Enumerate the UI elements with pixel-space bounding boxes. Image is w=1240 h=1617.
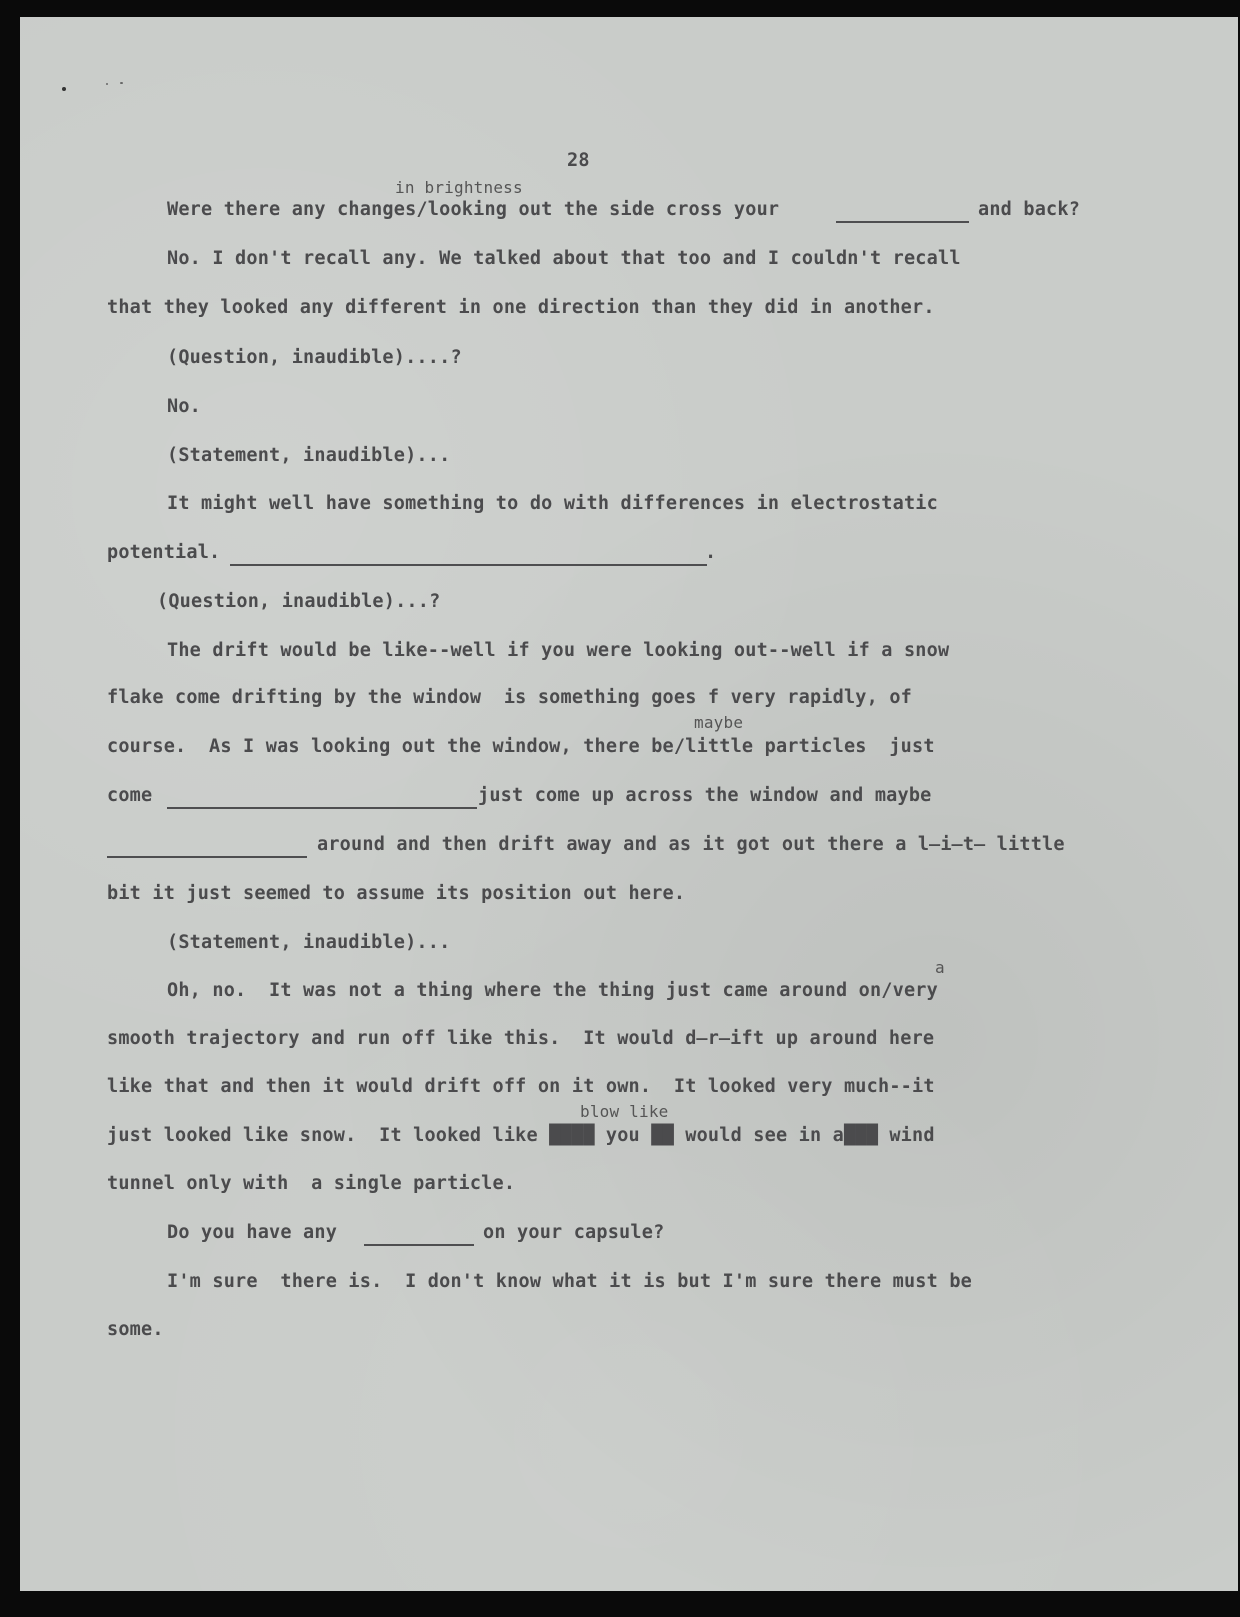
blank-underline — [167, 807, 477, 809]
text-line: course. As I was looking out the window, there be/little particles just — [107, 736, 935, 757]
text-line: Do you have any — [167, 1222, 338, 1243]
blank-underline — [836, 221, 969, 223]
text-line: (Statement, inaudible)... — [167, 445, 451, 466]
scan-speck — [62, 87, 66, 91]
text-line: (Question, inaudible)...? — [157, 591, 441, 612]
text-line: The drift would be like--well if you were looking out--well if a snow — [167, 640, 950, 661]
text-line: I'm sure there is. I don't know what it is but I'm sure there must be — [167, 1271, 972, 1292]
blank-underline — [230, 564, 707, 566]
text-line: on your capsule? — [483, 1222, 665, 1243]
text-line: It might well have something to do with differences in electrostatic — [167, 493, 938, 514]
scan-speck — [120, 82, 123, 84]
text-line: just come up across the window and maybe — [478, 785, 932, 806]
text-line: smooth trajectory and run off like this. It would d̶r̶ift up around here — [107, 1028, 935, 1049]
text-line: that they looked any different in one direction than they did in another. — [107, 297, 935, 318]
text-line: flake come drifting by the window is something goes f very rapidly, of — [107, 687, 912, 708]
scan-speck — [106, 83, 108, 85]
text-line: come — [107, 785, 153, 806]
text-line: some. — [107, 1319, 164, 1340]
text-line: bit it just seemed to assume its position out here. — [107, 883, 686, 904]
insert-a: a — [935, 958, 945, 977]
text-line: No. — [167, 396, 202, 417]
text-line: like that and then it would drift off on it own. It looked very much--it — [107, 1076, 935, 1097]
page-number: 28 — [567, 150, 590, 171]
text-line: Oh, no. It was not a thing where the thing just came around on/very — [167, 980, 938, 1001]
text-line: (Statement, inaudible)... — [167, 932, 451, 953]
text-line: around and then drift away and as it got out there a l̶i̶t̶ little — [317, 834, 1065, 855]
blank-underline — [107, 856, 307, 858]
insert-blow-like: blow like — [580, 1102, 669, 1121]
text-line: potential. — [107, 542, 221, 563]
typewritten-page — [20, 17, 1238, 1591]
text-line: . — [705, 542, 717, 563]
text-line: tunnel only with a single particle. — [107, 1173, 516, 1194]
text-line: and back? — [978, 199, 1081, 220]
insert-in-brightness: in brightness — [395, 178, 523, 197]
text-line: Were there any changes/looking out the side cross your — [167, 199, 780, 220]
blank-underline — [364, 1244, 474, 1246]
text-line: (Question, inaudible)....? — [167, 347, 462, 368]
text-line: just looked like snow. It looked like ████ you ██ would see in a███ wind — [107, 1125, 935, 1146]
insert-maybe: maybe — [694, 713, 744, 732]
text-line: No. I don't recall any. We talked about that too and I couldn't recall — [167, 248, 961, 269]
